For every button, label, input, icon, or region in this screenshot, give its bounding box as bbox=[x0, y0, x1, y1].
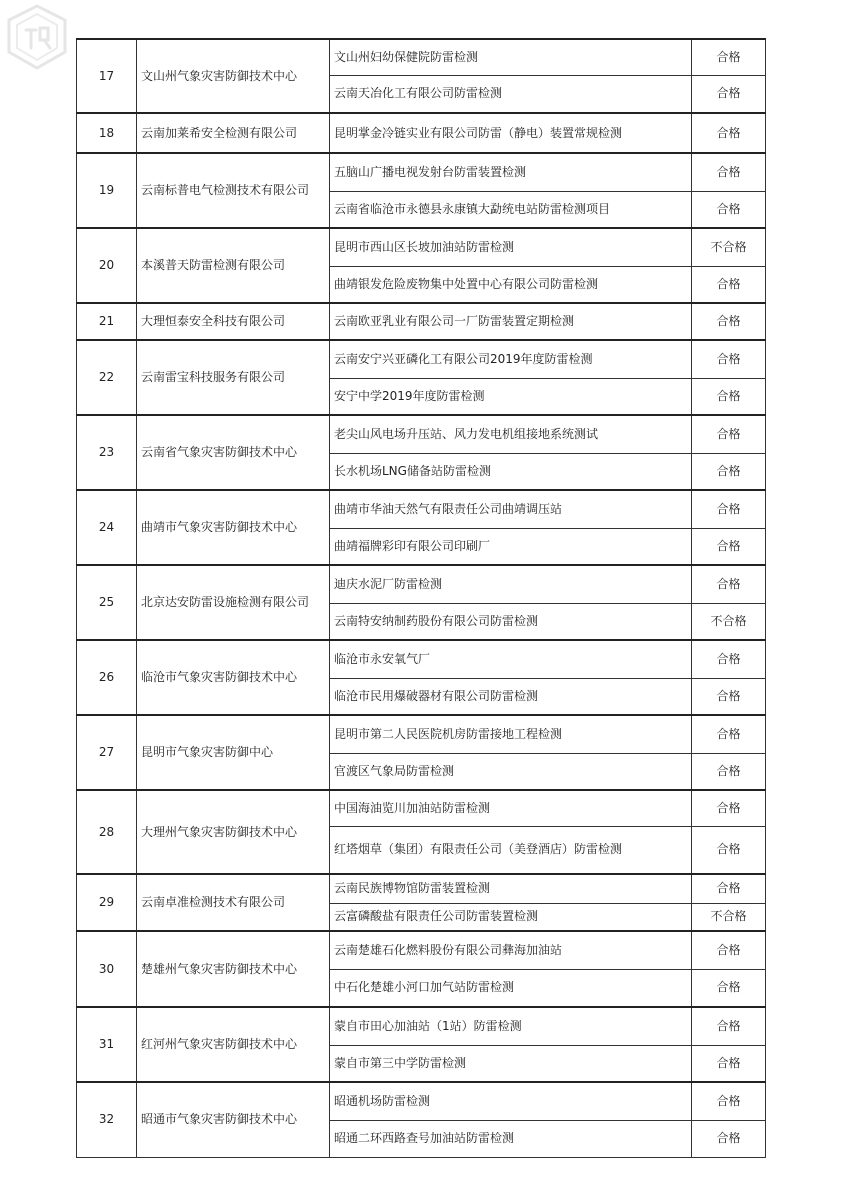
project-name: 云富磷酸盐有限责任公司防雷装置检测 bbox=[330, 903, 692, 931]
inspection-result: 合格 bbox=[692, 490, 766, 528]
project-name: 昆明掌金冷链实业有限公司防雷（静电）装置常规检测 bbox=[330, 113, 692, 153]
row-number: 23 bbox=[77, 415, 137, 490]
project-name: 临沧市永安氧气厂 bbox=[330, 640, 692, 678]
inspection-results-table bbox=[76, 38, 766, 1158]
table-row bbox=[77, 228, 766, 266]
inspection-unit: 昭通市气象灾害防御技术中心 bbox=[137, 1082, 330, 1157]
inspection-unit: 昆明市气象灾害防御中心 bbox=[137, 715, 330, 790]
table-row bbox=[77, 874, 766, 903]
project-name: 红塔烟草（集团）有限责任公司（美登酒店）防雷检测 bbox=[330, 826, 692, 874]
inspection-result: 合格 bbox=[692, 790, 766, 826]
project-name: 曲靖市华油天然气有限责任公司曲靖调压站 bbox=[330, 490, 692, 528]
project-name: 老尖山风电场升压站、风力发电机组接地系统测试 bbox=[330, 415, 692, 453]
row-number: 32 bbox=[77, 1082, 137, 1157]
project-name: 昆明市西山区长坡加油站防雷检测 bbox=[330, 228, 692, 266]
row-number: 22 bbox=[77, 340, 137, 415]
inspection-result: 合格 bbox=[692, 453, 766, 490]
table-row bbox=[77, 415, 766, 453]
project-name: 临沧市民用爆破器材有限公司防雷检测 bbox=[330, 678, 692, 715]
row-number: 29 bbox=[77, 874, 137, 931]
project-name: 云南天冶化工有限公司防雷检测 bbox=[330, 75, 692, 113]
project-name: 中国海油览川加油站防雷检测 bbox=[330, 790, 692, 826]
inspection-result: 合格 bbox=[692, 931, 766, 969]
inspection-unit: 红河州气象灾害防御技术中心 bbox=[137, 1007, 330, 1082]
results-body bbox=[77, 39, 766, 1157]
table-row bbox=[77, 340, 766, 378]
table-row bbox=[77, 565, 766, 603]
table-row bbox=[77, 640, 766, 678]
table-row bbox=[77, 153, 766, 191]
row-number: 25 bbox=[77, 565, 137, 640]
row-number: 30 bbox=[77, 931, 137, 1007]
inspection-unit: 云南省气象灾害防御技术中心 bbox=[137, 415, 330, 490]
row-number: 21 bbox=[77, 303, 137, 340]
logo-watermark-icon bbox=[2, 2, 72, 72]
project-name: 中石化楚雄小河口加气站防雷检测 bbox=[330, 969, 692, 1007]
project-name: 云南欧亚乳业有限公司一厂防雷装置定期检测 bbox=[330, 303, 692, 340]
inspection-result: 合格 bbox=[692, 415, 766, 453]
row-number: 19 bbox=[77, 153, 137, 228]
project-name: 云南楚雄石化燃料股份有限公司彝海加油站 bbox=[330, 931, 692, 969]
row-number: 20 bbox=[77, 228, 137, 303]
project-name: 云南民族博物馆防雷装置检测 bbox=[330, 874, 692, 903]
project-name: 安宁中学2019年度防雷检测 bbox=[330, 378, 692, 415]
inspection-unit: 本溪普天防雷检测有限公司 bbox=[137, 228, 330, 303]
project-name: 迪庆水泥厂防雷检测 bbox=[330, 565, 692, 603]
inspection-result: 合格 bbox=[692, 715, 766, 753]
inspection-result: 合格 bbox=[692, 528, 766, 565]
inspection-result: 合格 bbox=[692, 1045, 766, 1082]
table-row bbox=[77, 715, 766, 753]
row-number: 24 bbox=[77, 490, 137, 565]
project-name: 官渡区气象局防雷检测 bbox=[330, 753, 692, 790]
row-number: 26 bbox=[77, 640, 137, 715]
row-number: 27 bbox=[77, 715, 137, 790]
inspection-result: 合格 bbox=[692, 640, 766, 678]
table-row bbox=[77, 113, 766, 153]
inspection-result: 合格 bbox=[692, 753, 766, 790]
inspection-result: 合格 bbox=[692, 1120, 766, 1157]
table-row bbox=[77, 1082, 766, 1120]
inspection-result: 合格 bbox=[692, 826, 766, 874]
inspection-result: 合格 bbox=[692, 266, 766, 303]
table-row bbox=[77, 790, 766, 826]
inspection-unit: 云南加莱希安全检测有限公司 bbox=[137, 113, 330, 153]
inspection-result: 合格 bbox=[692, 153, 766, 191]
row-number: 28 bbox=[77, 790, 137, 874]
project-name: 长水机场LNG储备站防雷检测 bbox=[330, 453, 692, 490]
project-name: 曲靖福牌彩印有限公司印刷厂 bbox=[330, 528, 692, 565]
row-number: 17 bbox=[77, 39, 137, 113]
inspection-unit: 云南卓准检测技术有限公司 bbox=[137, 874, 330, 931]
inspection-result: 合格 bbox=[692, 1007, 766, 1045]
project-name: 蒙自市田心加油站（1站）防雷检测 bbox=[330, 1007, 692, 1045]
inspection-unit: 大理恒泰安全科技有限公司 bbox=[137, 303, 330, 340]
row-number: 31 bbox=[77, 1007, 137, 1082]
inspection-result: 合格 bbox=[692, 565, 766, 603]
project-name: 曲靖银发危险废物集中处置中心有限公司防雷检测 bbox=[330, 266, 692, 303]
inspection-result: 合格 bbox=[692, 113, 766, 153]
project-name: 昭通机场防雷检测 bbox=[330, 1082, 692, 1120]
inspection-unit: 大理州气象灾害防御技术中心 bbox=[137, 790, 330, 874]
project-name: 昆明市第二人民医院机房防雷接地工程检测 bbox=[330, 715, 692, 753]
inspection-unit: 临沧市气象灾害防御技术中心 bbox=[137, 640, 330, 715]
project-name: 文山州妇幼保健院防雷检测 bbox=[330, 39, 692, 75]
inspection-result: 合格 bbox=[692, 75, 766, 113]
table-row bbox=[77, 931, 766, 969]
table-row bbox=[77, 1007, 766, 1045]
inspection-result: 不合格 bbox=[692, 603, 766, 640]
inspection-result: 合格 bbox=[692, 378, 766, 415]
project-name: 云南省临沧市永德县永康镇大勐统电站防雷检测项目 bbox=[330, 191, 692, 228]
inspection-result: 合格 bbox=[692, 678, 766, 715]
inspection-result: 合格 bbox=[692, 874, 766, 903]
table-row bbox=[77, 490, 766, 528]
project-name: 云南安宁兴亚磷化工有限公司2019年度防雷检测 bbox=[330, 340, 692, 378]
inspection-result: 合格 bbox=[692, 1082, 766, 1120]
inspection-result: 合格 bbox=[692, 39, 766, 75]
project-name: 蒙自市第三中学防雷检测 bbox=[330, 1045, 692, 1082]
inspection-unit: 曲靖市气象灾害防御技术中心 bbox=[137, 490, 330, 565]
inspection-result: 合格 bbox=[692, 340, 766, 378]
inspection-unit: 文山州气象灾害防御技术中心 bbox=[137, 39, 330, 113]
table-row bbox=[77, 39, 766, 75]
inspection-result: 合格 bbox=[692, 191, 766, 228]
inspection-unit: 云南雷宝科技服务有限公司 bbox=[137, 340, 330, 415]
row-number: 18 bbox=[77, 113, 137, 153]
project-name: 昭通二环西路查号加油站防雷检测 bbox=[330, 1120, 692, 1157]
inspection-unit: 楚雄州气象灾害防御技术中心 bbox=[137, 931, 330, 1007]
project-name: 云南特安纳制药股份有限公司防雷检测 bbox=[330, 603, 692, 640]
inspection-unit: 北京达安防雷设施检测有限公司 bbox=[137, 565, 330, 640]
inspection-unit: 云南标普电气检测技术有限公司 bbox=[137, 153, 330, 228]
project-name: 五脑山广播电视发射台防雷装置检测 bbox=[330, 153, 692, 191]
inspection-result: 不合格 bbox=[692, 903, 766, 931]
table-row bbox=[77, 303, 766, 340]
inspection-result: 合格 bbox=[692, 969, 766, 1007]
inspection-result: 合格 bbox=[692, 303, 766, 340]
inspection-result: 不合格 bbox=[692, 228, 766, 266]
